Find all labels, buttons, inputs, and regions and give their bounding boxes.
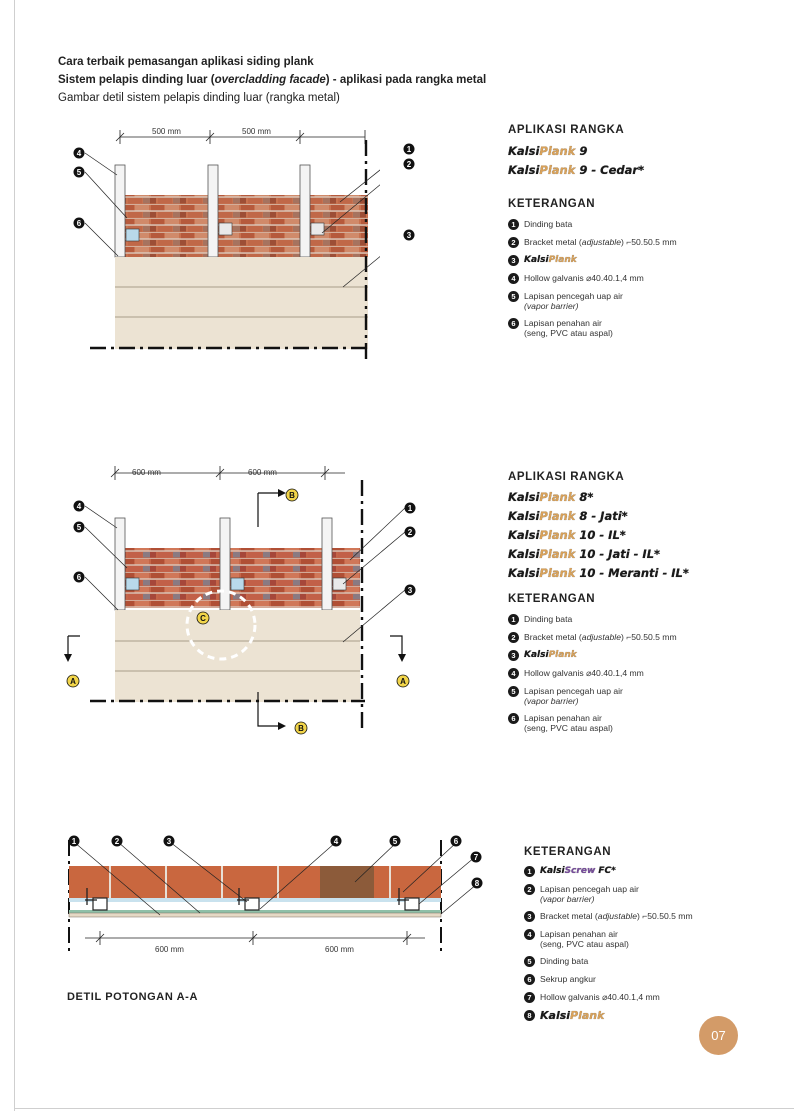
svg-text:6: 6 bbox=[453, 837, 459, 846]
hollow-post bbox=[220, 518, 230, 610]
legend-item: 4 Hollow galvanis ⌀40.40.1,4 mm bbox=[508, 668, 768, 679]
product-list bbox=[508, 142, 748, 180]
panel-keterangan-section bbox=[524, 846, 764, 1028]
hollow-post bbox=[115, 165, 125, 257]
section-label-a: A bbox=[400, 677, 406, 686]
dimension-line bbox=[85, 931, 425, 945]
diagram-section-a-a bbox=[55, 830, 495, 960]
legend-list bbox=[508, 614, 768, 733]
product-item: KalsiPlank 9 - Cedar* bbox=[508, 163, 645, 177]
legend-item: 1 Dinding bata bbox=[508, 219, 748, 230]
panel-aplikasi-rangka-2 bbox=[508, 471, 768, 740]
svg-text:2: 2 bbox=[406, 160, 412, 169]
legend-item: 3 KalsiPlank bbox=[508, 255, 748, 266]
legend-item: 5 Lapisan pencegah uap air (vapor barrier) bbox=[508, 686, 768, 706]
legend-list bbox=[524, 866, 764, 1021]
svg-text:4: 4 bbox=[76, 149, 82, 158]
metal-bracket bbox=[231, 578, 244, 590]
page-number: 07 bbox=[699, 1016, 738, 1055]
legend-item: 2 Bracket metal (adjustable) ⌐50.50.5 mm bbox=[508, 632, 768, 643]
dimension-label: 600 mm bbox=[248, 468, 277, 477]
section-label-b: B bbox=[289, 491, 295, 500]
page-subheading: Sistem pelapis dinding luar (overcladding facade) - aplikasi pada rangka metal bbox=[58, 74, 487, 86]
hollow-post bbox=[300, 165, 310, 257]
brick-wall bbox=[69, 866, 441, 898]
metal-bracket bbox=[219, 223, 232, 235]
diagram1-right-callouts bbox=[398, 140, 418, 250]
section-line-b bbox=[258, 493, 282, 527]
metal-bracket bbox=[333, 578, 346, 590]
product-item: KalsiPlank 9 bbox=[508, 144, 588, 158]
svg-text:4: 4 bbox=[76, 502, 82, 511]
legend-item: 3 KalsiPlank bbox=[508, 650, 768, 661]
svg-text:3: 3 bbox=[406, 231, 412, 240]
legend-item: 3 Bracket metal (adjustable) ⌐50.50.5 mm bbox=[524, 911, 764, 922]
legend-title: KETERANGAN bbox=[524, 846, 612, 858]
panel-title: APLIKASI RANGKA bbox=[508, 471, 625, 483]
legend-item: 2 Bracket metal (adjustable) ⌐50.50.5 mm bbox=[508, 237, 748, 248]
product-item: KalsiPlank 8 - Jati* bbox=[508, 509, 628, 523]
svg-text:8: 8 bbox=[474, 879, 480, 888]
page-edge-left bbox=[14, 0, 15, 1111]
hollow-post bbox=[208, 165, 218, 257]
diagram-elevation-2 bbox=[60, 460, 420, 740]
svg-text:5: 5 bbox=[76, 523, 82, 532]
detail-label-c: C bbox=[200, 614, 206, 623]
legend-item: 6 Sekrup angkur bbox=[524, 974, 764, 985]
section-caption: DETIL POTONGAN A-A bbox=[67, 991, 198, 1003]
siding-plank bbox=[115, 257, 368, 349]
legend-item: 4 Hollow galvanis ⌀40.40.1,4 mm bbox=[508, 273, 748, 284]
svg-text:1: 1 bbox=[407, 504, 413, 513]
dimension-label: 500 mm bbox=[152, 127, 181, 136]
legend-title: KETERANGAN bbox=[508, 593, 596, 605]
svg-text:4: 4 bbox=[333, 837, 339, 846]
page-description: Gambar detil sistem pelapis dinding luar (rangka metal) bbox=[58, 92, 340, 104]
svg-text:5: 5 bbox=[76, 168, 82, 177]
page-heading: Cara terbaik pemasangan aplikasi siding plank bbox=[58, 56, 314, 68]
svg-text:3: 3 bbox=[407, 586, 413, 595]
legend-item: 1 KalsiScrew FC* bbox=[524, 866, 764, 877]
product-item: KalsiPlank 10 - Meranti - IL* bbox=[508, 566, 689, 580]
section-label-a: A bbox=[70, 677, 76, 686]
hollow-post bbox=[322, 518, 332, 610]
legend-title: KETERANGAN bbox=[508, 198, 596, 210]
product-list bbox=[508, 488, 768, 583]
legend-item: 7 Hollow galvanis ⌀40.40.1,4 mm bbox=[524, 992, 764, 1003]
svg-text:2: 2 bbox=[407, 528, 413, 537]
callout-marker bbox=[74, 148, 85, 229]
svg-text:7: 7 bbox=[473, 853, 479, 862]
legend-item: 2 Lapisan pencegah uap air (vapor barrier) bbox=[524, 884, 764, 904]
legend-item: 8 KalsiPlank bbox=[524, 1010, 764, 1021]
panel-aplikasi-rangka-1 bbox=[508, 124, 748, 345]
svg-text:6: 6 bbox=[76, 573, 82, 582]
page-edge-bottom bbox=[14, 1108, 794, 1109]
hollow-post bbox=[115, 518, 125, 610]
product-item: KalsiPlank 10 - IL* bbox=[508, 528, 626, 542]
svg-text:5: 5 bbox=[392, 837, 398, 846]
legend-item: 4 Lapisan penahan air (seng, PVC atau aspal) bbox=[524, 929, 764, 949]
legend-item: 5 Lapisan pencegah uap air (vapor barrier) bbox=[508, 291, 748, 311]
svg-text:6: 6 bbox=[76, 219, 82, 228]
legend-item: 6 Lapisan penahan air (seng, PVC atau aspal) bbox=[508, 318, 748, 338]
svg-text:2: 2 bbox=[114, 837, 120, 846]
siding-plank bbox=[69, 913, 441, 917]
panel-title: APLIKASI RANGKA bbox=[508, 124, 625, 136]
diagram-elevation-1 bbox=[60, 120, 380, 360]
svg-text:1: 1 bbox=[406, 145, 412, 154]
product-item: KalsiPlank 8* bbox=[508, 490, 594, 504]
metal-bracket bbox=[126, 578, 139, 590]
metal-bracket bbox=[311, 223, 324, 235]
section-label-b: B bbox=[298, 724, 304, 733]
dimension-label: 600 mm bbox=[155, 945, 184, 954]
legend-item: 1 Dinding bata bbox=[508, 614, 768, 625]
legend-item: 5 Dinding bata bbox=[524, 956, 764, 967]
svg-text:1: 1 bbox=[71, 837, 77, 846]
legend-list bbox=[508, 219, 748, 338]
svg-text:3: 3 bbox=[166, 837, 172, 846]
dimension-label: 500 mm bbox=[242, 127, 271, 136]
legend-item: 6 Lapisan penahan air (seng, PVC atau aspal) bbox=[508, 713, 768, 733]
dimension-label: 600 mm bbox=[325, 945, 354, 954]
dimension-label: 600 mm bbox=[132, 468, 161, 477]
metal-bracket bbox=[126, 229, 139, 241]
product-item: KalsiPlank 10 - Jati - IL* bbox=[508, 547, 661, 561]
